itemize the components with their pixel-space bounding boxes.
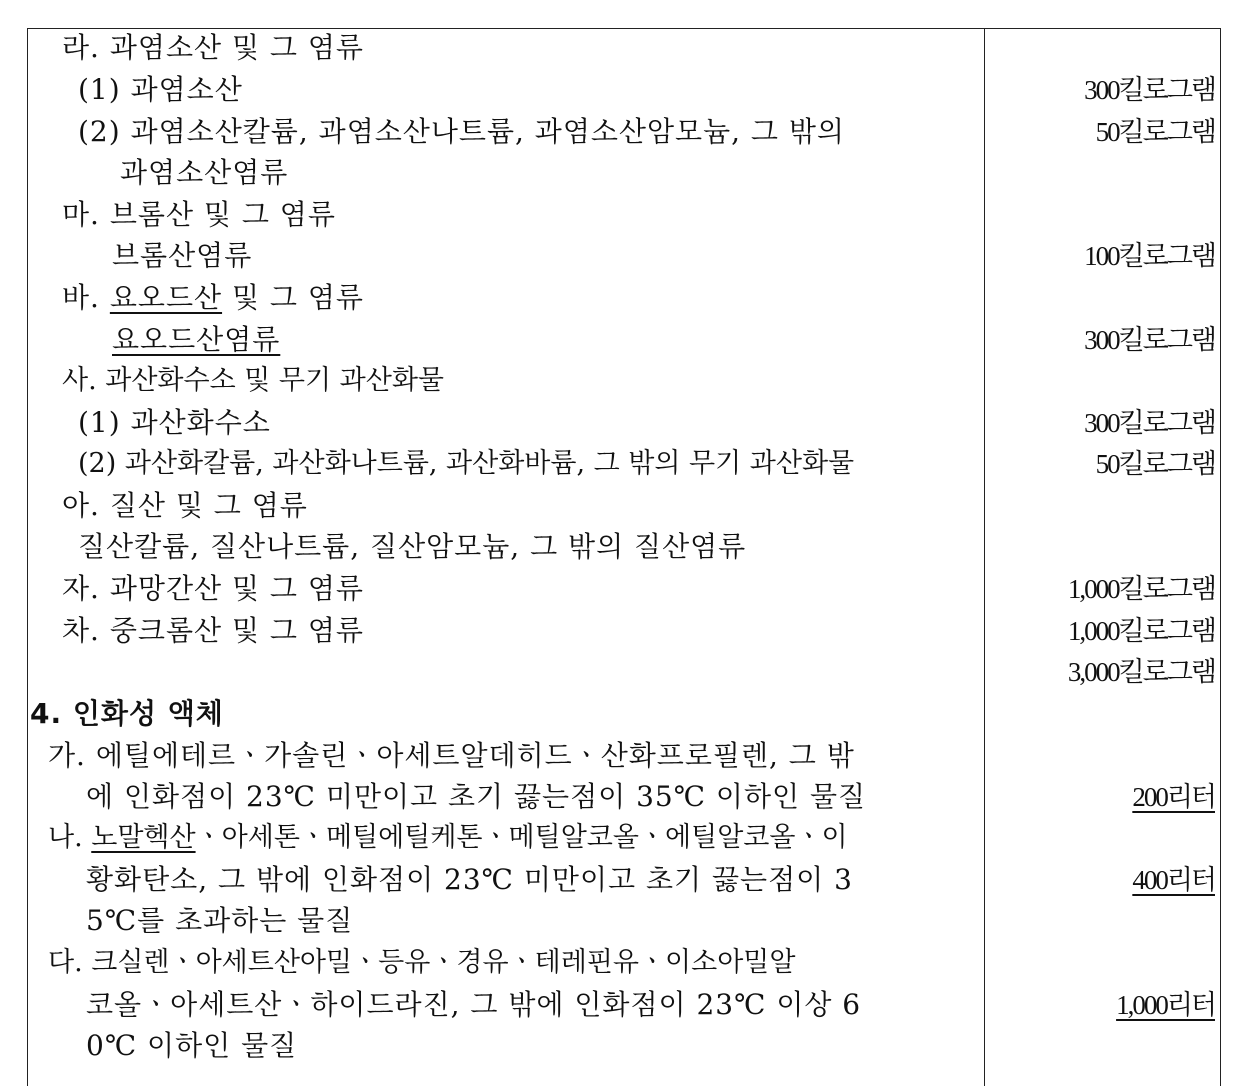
item-ra-2-continued: 과염소산염류 [120, 156, 289, 189]
item-ma-sub: 브롬산염류 [112, 239, 253, 272]
amount-cha: 1,000킬로그램 [1067, 616, 1215, 646]
item-sa-1: (1) 과산화수소 [78, 406, 271, 439]
item-sa-heading: 사. 과산화수소 및 무기 과산화물 [62, 365, 444, 396]
item-da-line1: 다. 크실렌ㆍ아세트산아밀ㆍ등유ㆍ경유ㆍ테레핀유ㆍ이소아밀알 [48, 947, 796, 978]
amount-na: 400리터 [1132, 865, 1215, 895]
item-ra-1: (1) 과염소산 [78, 73, 243, 106]
amount-ra-2: 50킬로그램 [1095, 117, 1215, 147]
item-da-line3: 0℃ 이하인 물질 [86, 1029, 298, 1062]
item-ba-prefix: 바. [62, 281, 110, 314]
item-na-rest: ㆍ아세톤ㆍ메틸에틸케톤ㆍ메틸알코올ㆍ에틸알코올ㆍ이 [195, 822, 848, 853]
item-na-line3: 5℃를 초과하는 물질 [86, 904, 354, 937]
item-na-line1 [48, 818, 848, 858]
item-ra-heading: 라. 과염소산 및 그 염류 [62, 31, 364, 64]
item-ba-suffix: 및 그 염류 [222, 281, 364, 314]
item-ga-line1: 가. 에틸에테르ㆍ가솔린ㆍ아세트알데히드ㆍ산화프로필렌, 그 밖 [48, 739, 855, 772]
amount-ma: 100킬로그램 [1084, 241, 1215, 271]
table-right-border [1220, 28, 1221, 1086]
item-na-underlined: 노말헥산 [91, 822, 196, 853]
item-ja-heading: 자. 과망간산 및 그 염류 [62, 572, 364, 605]
item-a-heading: 아. 질산 및 그 염류 [62, 489, 308, 522]
amount-ra-1: 300킬로그램 [1084, 75, 1215, 105]
item-sa-2: (2) 과산화칼륨, 과산화나트륨, 과산화바륨, 그 밖의 무기 과산화물 [78, 448, 855, 479]
item-a-sub: 질산칼륨, 질산나트륨, 질산암모늄, 그 밖의 질산염류 [78, 530, 747, 563]
section-4-title: 4. 인화성 액체 [30, 697, 224, 730]
table-left-border [27, 28, 28, 1086]
amount-sa-1: 300킬로그램 [1084, 408, 1215, 438]
item-na-prefix: 나. [48, 822, 92, 853]
item-ba-sub: 요오드산염류 [112, 323, 281, 356]
table-column-divider [984, 28, 985, 1086]
amount-ba: 300킬로그램 [1084, 325, 1215, 355]
amount-extra: 3,000킬로그램 [1067, 657, 1215, 687]
item-ba-heading [62, 278, 364, 318]
item-cha-heading: 차. 중크롬산 및 그 염류 [62, 614, 364, 647]
item-da-line2: 코올ㆍ아세트산ㆍ하이드라진, 그 밖에 인화점이 23℃ 이상 6 [86, 988, 862, 1021]
amount-sa-2: 50킬로그램 [1095, 449, 1215, 479]
item-na-line2: 황화탄소, 그 밖에 인화점이 23℃ 미만이고 초기 끓는점이 3 [86, 863, 853, 896]
item-ra-2: (2) 과염소산칼륨, 과염소산나트륨, 과염소산암모늄, 그 밖의 [78, 115, 845, 148]
item-ga-line2: 에 인화점이 23℃ 미만이고 초기 끓는점이 35℃ 이하인 물질 [86, 780, 867, 813]
item-ma-heading: 마. 브롬산 및 그 염류 [62, 198, 336, 231]
amount-ga: 200리터 [1132, 782, 1215, 812]
amount-da: 1,000리터 [1116, 990, 1215, 1020]
item-ba-underlined: 요오드산 [109, 281, 223, 314]
amount-ja: 1,000킬로그램 [1067, 574, 1215, 604]
